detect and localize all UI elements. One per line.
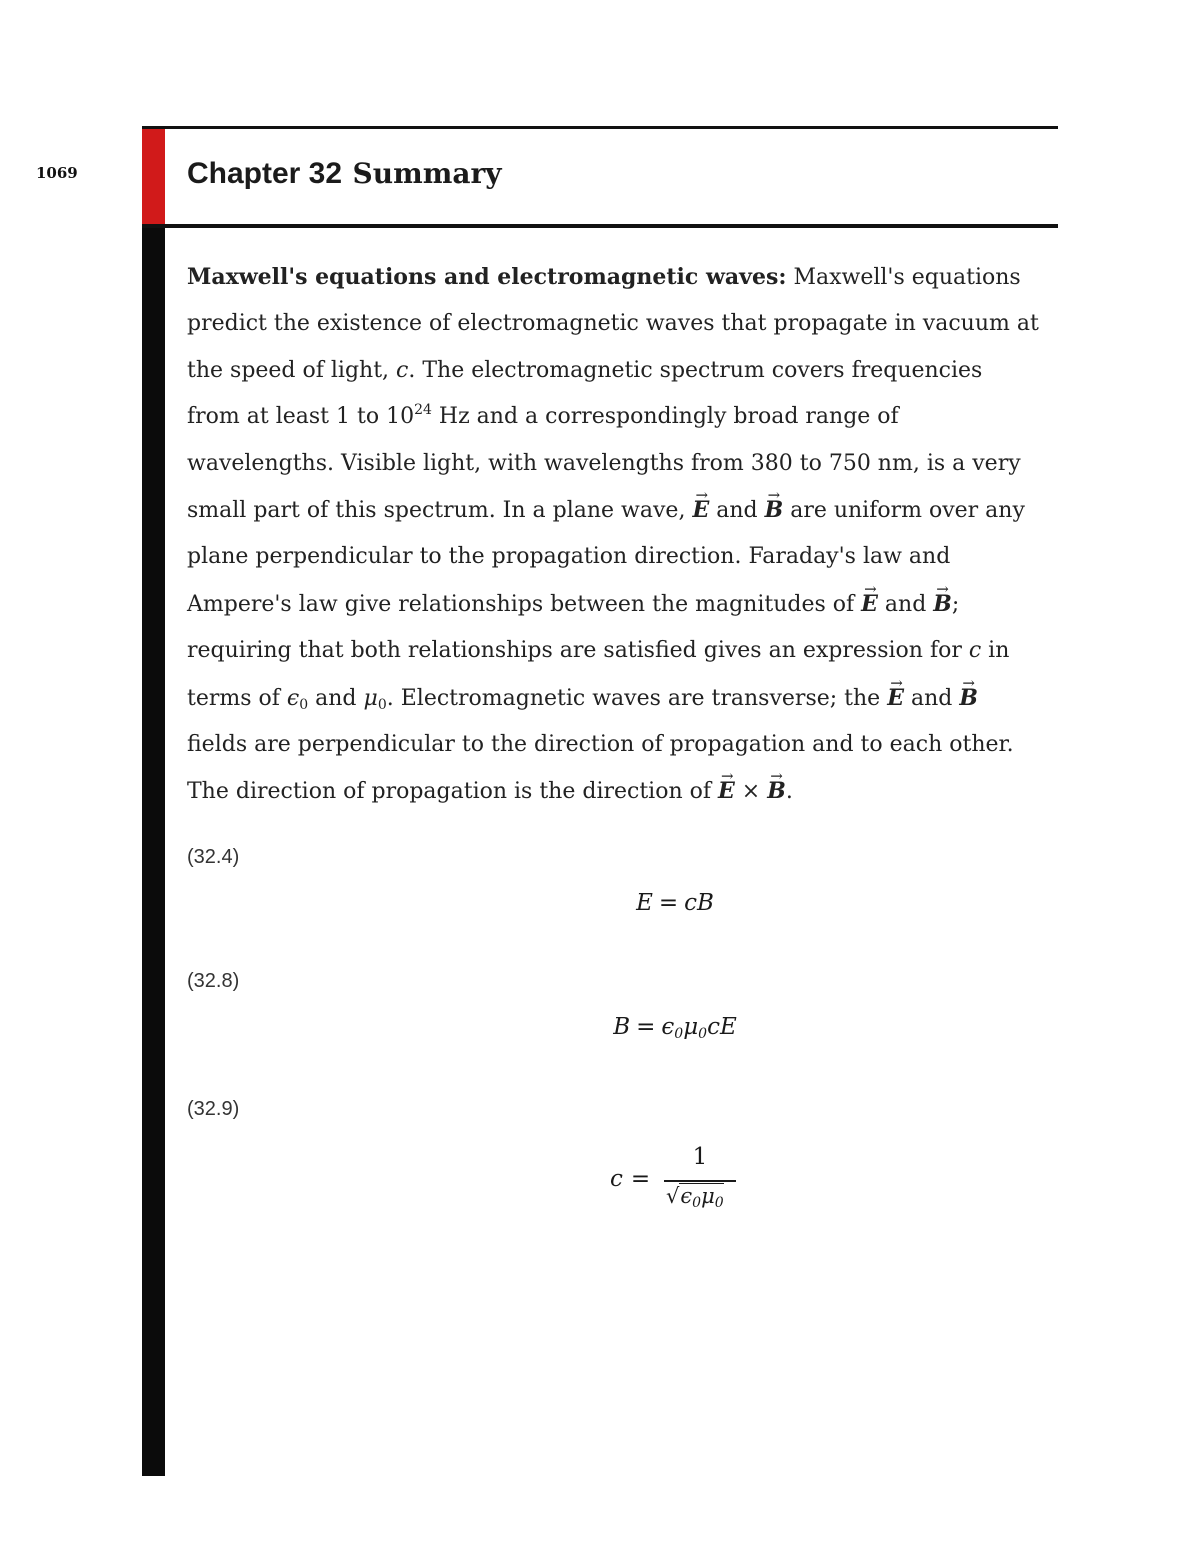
page-number: 1069: [36, 164, 78, 182]
header-top-rule: [142, 126, 1058, 129]
fraction-bar: [664, 1180, 736, 1182]
text-run: ; requiring that both relationships are satisfied gives an expression for: [187, 591, 969, 664]
fraction-numerator: 1: [692, 1144, 708, 1170]
eq-lhs: c: [610, 1166, 623, 1192]
vector-b: → B: [933, 581, 952, 627]
symbol-c: c: [968, 638, 982, 664]
chapter-label: Chapter 32: [187, 157, 343, 190]
subscript-zero: 0: [692, 1195, 702, 1211]
cross-product-sign: ×: [734, 779, 768, 805]
symbol-mu: μ: [701, 1184, 715, 1208]
vector-b: → B: [959, 675, 978, 721]
equation-32-8: [430, 1014, 920, 1040]
text-run: and: [877, 591, 934, 617]
equation-32-4: [430, 890, 920, 916]
text-run: fields are perpendicular to the direction of propagation and to each other. The direction of propagation is the direction of: [187, 732, 1014, 805]
symbol-mu: μ: [363, 685, 378, 711]
subscript-zero: 0: [674, 1026, 684, 1042]
equation-label-32-9: (32.9): [187, 1098, 240, 1120]
exponent: 24: [414, 402, 432, 419]
chapter-accent-bar: [142, 129, 165, 224]
vector-e: → E: [718, 768, 735, 814]
text-run: in terms of: [187, 638, 1010, 711]
eq-rhs: cE: [707, 1014, 737, 1040]
vector-b: → B: [767, 768, 786, 814]
vector-b: → B: [765, 487, 784, 533]
text-run: and: [308, 685, 364, 711]
text-run: .: [785, 779, 793, 805]
symbol-epsilon: ϵ: [661, 1014, 675, 1040]
eq-lhs: B: [613, 1014, 631, 1040]
text-run: and: [709, 498, 765, 524]
text-run: are uniform over any plane perpendicular to the propagation direction. Faraday's law and Ampere's law give relationships between the magnitudes of: [187, 498, 1025, 617]
eq-lhs: E: [636, 890, 653, 916]
eq-equals: =: [658, 890, 679, 916]
eq-equals: =: [636, 1014, 656, 1040]
header-bottom-rule: [142, 224, 1058, 228]
symbol-epsilon: ϵ: [286, 685, 300, 711]
eq-equals: =: [630, 1166, 651, 1192]
chapter-title-word: Summary: [352, 157, 502, 190]
section-lead: Maxwell's equations and electromagnetic waves:: [187, 264, 787, 290]
summary-paragraph: [187, 254, 1042, 816]
page-side-bar: [142, 228, 165, 1476]
fraction-denominator: [666, 1184, 724, 1211]
radicand: [679, 1183, 724, 1211]
sqrt-icon: √: [666, 1184, 680, 1208]
equation-label-32-8: (32.8): [187, 970, 240, 992]
chapter-title: [187, 156, 502, 191]
subscript-zero: 0: [714, 1195, 724, 1211]
subscript-zero: 0: [698, 1026, 708, 1042]
symbol-mu: μ: [683, 1014, 699, 1040]
equation-label-32-4: (32.4): [187, 846, 240, 868]
symbol-epsilon: ϵ: [680, 1184, 693, 1208]
text-run: Maxwell's equations predict the existence of electromagnetic waves that propagate in vacuum at the speed of light,: [187, 265, 1039, 383]
vector-e: → E: [692, 487, 709, 533]
text-run: Hz and a correspondingly broad range of wavelengths. Visible light, with wavelengths from 380 to 750 nm, is a very small part of this spectrum. In a plane wave,: [187, 404, 1021, 524]
eq-lhs-group: [610, 1166, 658, 1192]
text-run: . The electromagnetic spectrum covers frequencies from at least 1 to 10: [187, 357, 983, 430]
text-run: . Electromagnetic waves are transverse; the: [386, 685, 888, 711]
vector-e: → E: [861, 581, 878, 627]
vector-e: → E: [887, 675, 904, 721]
eq-rhs: cB: [684, 890, 714, 916]
subscript-zero: 0: [377, 696, 387, 713]
subscript-zero: 0: [299, 696, 309, 713]
text-run: and: [903, 685, 960, 711]
symbol-c: c: [396, 357, 409, 383]
